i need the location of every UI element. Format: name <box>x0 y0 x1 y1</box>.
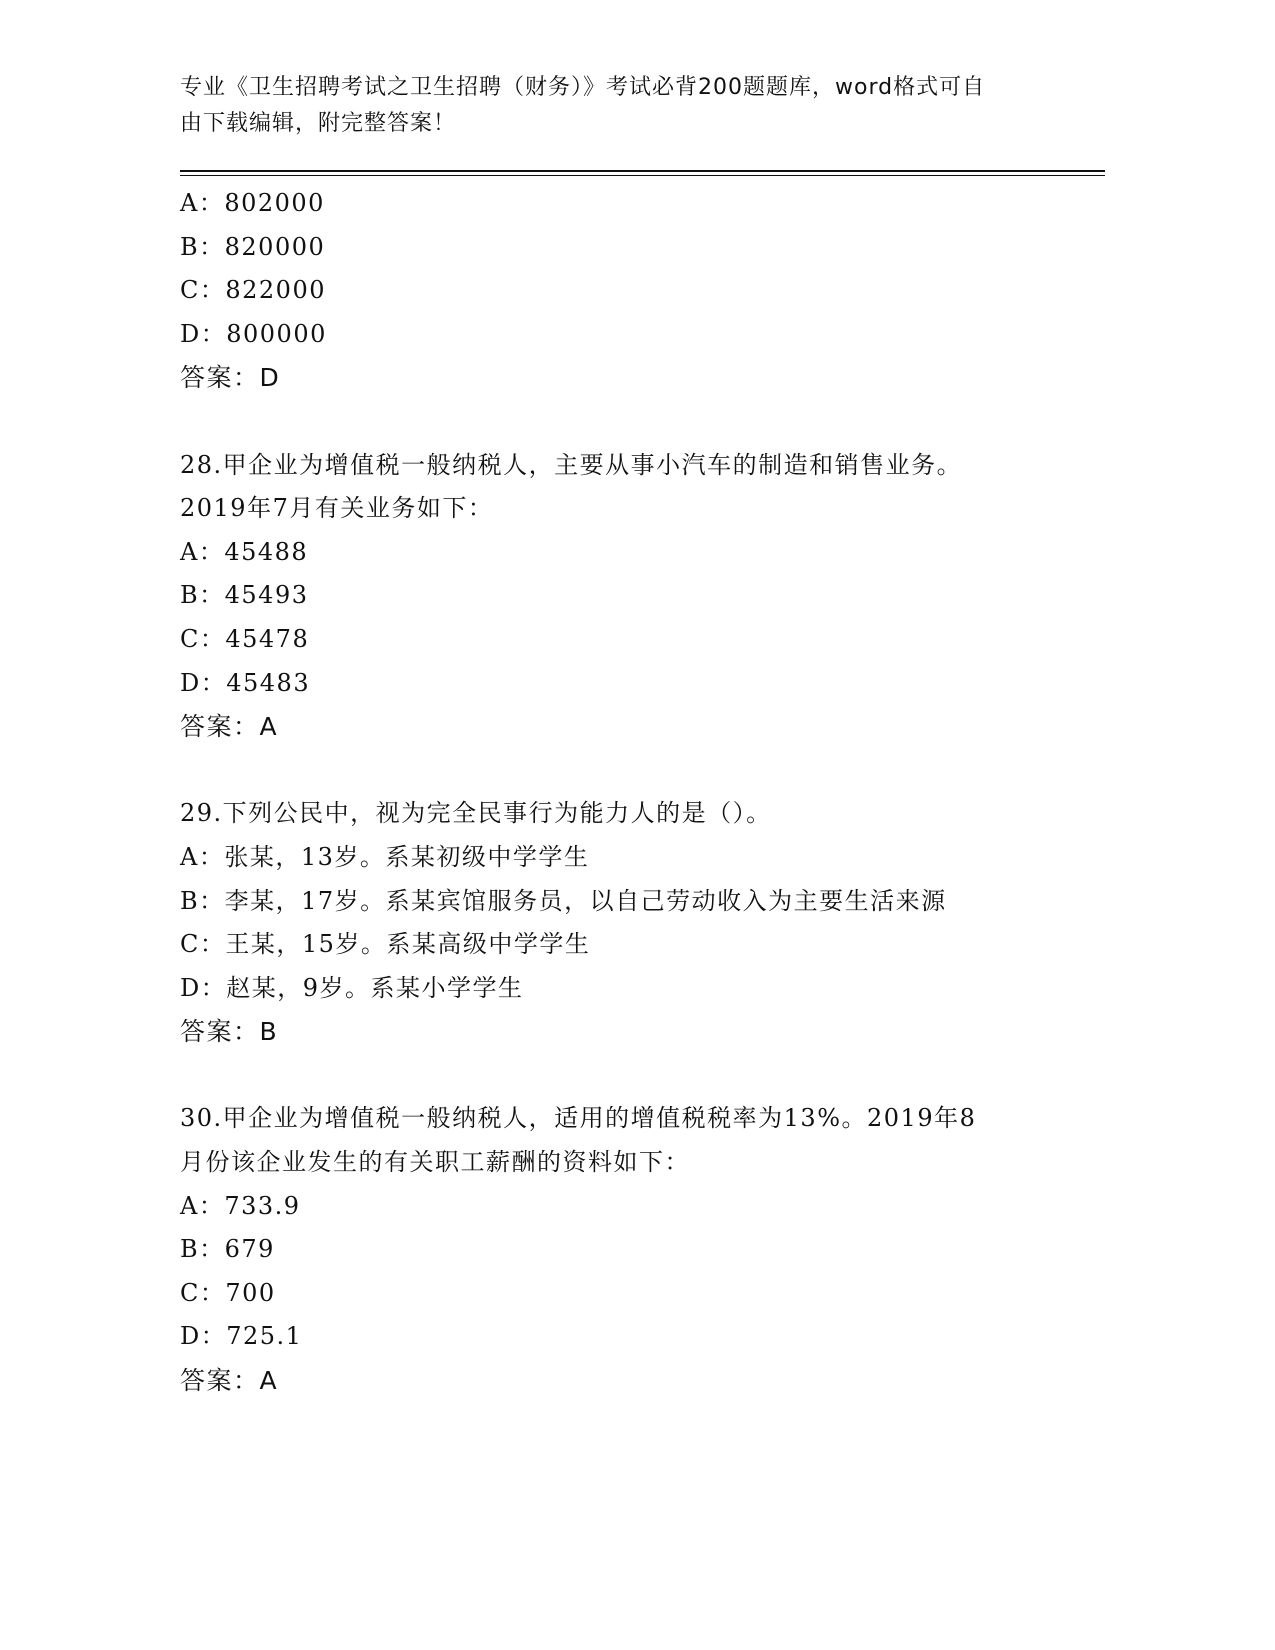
question-29 <box>180 792 1080 1054</box>
header-divider-thin <box>180 175 1105 176</box>
option-d: D：800000 <box>180 319 327 348</box>
question-list <box>180 182 1080 1403</box>
option-c: C：700 <box>180 1278 276 1307</box>
header-line-1: 专业《卫生招聘考试之卫生招聘（财务）》考试必背200题题库，word格式可自 <box>180 75 986 100</box>
answer-line: 答案：D <box>180 363 281 393</box>
spacer <box>180 749 1080 793</box>
option-d: D：赵某，9岁。系某小学学生 <box>180 973 524 1002</box>
answer-line: 答案：B <box>180 1017 279 1047</box>
option-a: A：45488 <box>180 537 309 566</box>
question-27 <box>180 182 1080 400</box>
option-b: B：45493 <box>180 581 309 610</box>
option-b: B：李某，17岁。系某宾馆服务员，以自己劳动收入为主要生活来源 <box>180 886 947 915</box>
option-a: A：802000 <box>180 189 325 217</box>
option-d: D：45483 <box>180 668 311 697</box>
spacer <box>180 1054 1080 1098</box>
option-a: A：733.9 <box>180 1191 301 1220</box>
question-stem: 28.甲企业为增值税一般纳税人，主要从事小汽车的制造和销售业务。 <box>180 450 963 479</box>
header-line-2: 由下载编辑，附完整答案！ <box>180 111 457 136</box>
question-stem: 30.甲企业为增值税一般纳税人，适用的增值税税率为13%。2019年8 <box>180 1104 977 1133</box>
option-b: B：820000 <box>180 232 326 261</box>
question-28 <box>180 444 1080 749</box>
option-d: D：725.1 <box>180 1322 303 1351</box>
page-header <box>180 70 1040 142</box>
option-c: C：王某，15岁。系某高级中学学生 <box>180 930 591 959</box>
question-30 <box>180 1097 1080 1402</box>
question-stem: 29.下列公民中，视为完全民事行为能力人的是（）。 <box>180 799 772 828</box>
option-c: C：45478 <box>180 624 310 653</box>
answer-line: 答案：A <box>180 712 279 742</box>
option-c: C：822000 <box>180 276 326 305</box>
question-stem-continued: 2019年7月有关业务如下： <box>180 494 494 523</box>
option-a: A：张某，13岁。系某初级中学学生 <box>180 842 590 871</box>
answer-line: 答案：A <box>180 1366 279 1396</box>
question-stem-continued: 月份该企业发生的有关职工薪酬的资料如下： <box>180 1148 690 1177</box>
spacer <box>180 400 1080 444</box>
header-divider <box>180 170 1105 172</box>
option-b: B：679 <box>180 1235 275 1264</box>
